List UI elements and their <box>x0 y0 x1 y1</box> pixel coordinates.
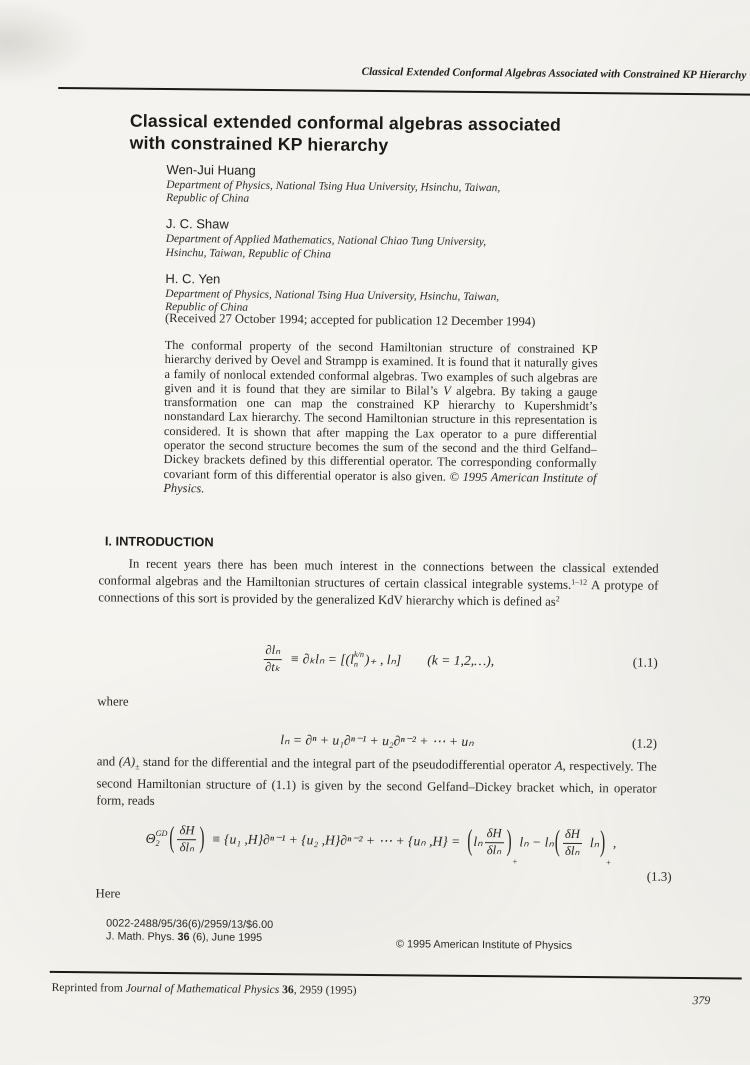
author-affiliation: Department of Applied Mathematics, National Chiao Tung University, <box>165 233 487 249</box>
intro-paragraph <box>98 555 658 611</box>
running-head: Classical Extended Conformal Algebras Associated with Constrained KP Hierarchy <box>361 65 747 82</box>
fraction <box>484 827 503 858</box>
frac-denominator: δlₙ <box>486 843 502 858</box>
author-block <box>166 162 636 210</box>
math-inline-sub: ± <box>135 762 140 772</box>
equation-1-1-math <box>261 643 494 676</box>
math-inline: A <box>554 758 563 773</box>
intro-text: A protype of connections of this sort is provided by the generalized KdV hierarchy which is defined as <box>98 577 659 609</box>
author-name: H. C. Yen <box>165 270 221 287</box>
abstract-italic-v: V <box>443 383 451 398</box>
reprint-citation: , 2959 (1995) <box>293 983 357 997</box>
fraction <box>177 824 196 855</box>
paper-title <box>130 110 630 159</box>
big-paren-right: ) <box>599 825 606 859</box>
frac-numerator: δH <box>563 827 582 843</box>
section-heading-introduction: I. INTRODUCTION <box>104 533 214 550</box>
theta-symbol: Θ <box>145 830 156 846</box>
stack-sup: k/n <box>353 650 364 660</box>
footer-issn-block <box>106 917 273 945</box>
math-text: ≡ ∂ₖlₙ = [(l <box>290 651 354 667</box>
math-text: lₙ − lₙ <box>519 834 554 850</box>
reprint-text: Reprinted from <box>51 980 126 995</box>
journal-issue: (6), June 1995 <box>189 931 263 944</box>
author-name: J. C. Shaw <box>165 216 229 232</box>
journal-volume: 36 <box>177 931 190 944</box>
frac-numerator: δH <box>485 827 504 843</box>
big-paren-left: ( <box>554 824 561 859</box>
author-affiliation: Department of Physics, National Tsing Hua University, Hsinchu, Taiwan, <box>165 287 500 303</box>
math-text: lₙ <box>473 833 483 849</box>
frac-numerator: δH <box>177 824 196 840</box>
equation-1-1 <box>98 633 658 686</box>
frac-denominator: δlₙ <box>179 840 195 855</box>
equation-1-3-math <box>145 821 617 868</box>
stack-sub: 2 <box>155 838 160 848</box>
operator-paragraph <box>96 753 657 814</box>
sup-sub-stack <box>155 829 167 849</box>
header-rule <box>58 87 750 96</box>
math-inline: (A) <box>118 754 136 769</box>
author-affiliation: Republic of China <box>165 300 249 314</box>
paper-title-line1: Classical extended conformal algebras associated <box>129 110 562 135</box>
equation-1-2-math <box>280 732 474 750</box>
stack-sup: GD <box>155 829 168 839</box>
fraction <box>263 643 282 674</box>
sup-sub-stack <box>354 650 364 670</box>
frac-numerator: ∂lₙ <box>263 643 282 659</box>
reprint-line <box>52 981 357 998</box>
body-text: and <box>96 754 119 769</box>
math-text: , <box>612 835 617 851</box>
page-number: 379 <box>692 993 711 1008</box>
big-paren-right: ) <box>199 821 205 855</box>
abstract-copyright: © 1995 American Institute of Physics. <box>163 469 597 496</box>
math-condition: (k = 1,2,…), <box>427 652 495 668</box>
stack-sub: n <box>353 659 358 669</box>
frac-denominator: ∂tₖ <box>264 659 281 675</box>
reprint-journal-name: Journal of Mathematical Physics <box>125 981 283 997</box>
received-line: (Received 27 October 1994; accepted for publication 12 December 1994) <box>164 310 536 329</box>
author-list <box>165 162 636 319</box>
author-affiliation: Republic of China <box>166 192 250 205</box>
math-text: lₙ <box>589 834 600 851</box>
math-text: )₊ , lₙ] <box>364 651 402 668</box>
reference-superscript: 2 <box>555 593 560 604</box>
intro-text: In recent years there has been much interest in the connections between the classical extended conformal algebras and the Hamiltonian structures of certain classical integrable systems. <box>98 556 659 592</box>
body-text: , respectively. The second Hamiltonian structure of (1.1) is given by the second Gelfand–Dickey bracket which, in operator form, reads <box>96 758 657 809</box>
journal-issue-line <box>106 930 273 945</box>
abstract-text: algebra. By taking a gauge transformation one can map the constrained KP hierarchy to Kupershmidt’s nonstandard Lax hierarchy. The second Hamiltonian structure in this representation is considered. It is shown that after mapping the Lax operator to a pure differential operator the second structure becomes the sum of the second and the third Gelfand–Dickey brackets defined by this differential operator. The corresponding conformally covariant form of this differential operator is also given. <box>163 383 598 484</box>
equation-label-1-3: (1.3) <box>646 868 672 884</box>
reprint-volume: 36 <box>282 983 294 997</box>
reference-superscript: 1–12 <box>571 577 588 587</box>
frac-denominator: δlₙ <box>565 843 580 858</box>
copyright-line: © 1995 American Institute of Physics <box>395 938 573 952</box>
abstract <box>163 338 597 499</box>
where-text: where <box>97 694 129 709</box>
math-text: ≡ {u₁ ,H}∂ⁿ⁻¹ + {u₂ ,H}∂ⁿ⁻² + ⋯ + {uₙ ,H} = <box>211 831 461 849</box>
abstract-text: The conformal property of the second Hamiltonian structure of constrained KP hierarchy derived by Oevel and Strampp is examined. It is found that it naturally gives a family of nonlocal extended conformal algebras. Two examples of such algebras are given and it is found that they are similar to Bilal’s <box>164 337 598 398</box>
fraction <box>563 827 582 858</box>
equation-label-1-1: (1.1) <box>632 654 658 670</box>
big-paren-left: ( <box>467 824 473 858</box>
author-affiliation: Hsinchu, Taiwan, Republic of China <box>165 246 332 261</box>
here-text: Here <box>95 886 121 901</box>
equation-1-3 <box>82 807 681 884</box>
big-paren-right: ) <box>506 824 512 858</box>
footer-rule <box>50 971 742 980</box>
equation-label-1-2: (1.2) <box>631 735 658 751</box>
author-affiliation: Department of Physics, National Tsing Hua University, Hsinchu, Taiwan, <box>166 178 501 195</box>
body-text: stand for the differential and the integral part of the pseudodifferential operator <box>139 754 555 773</box>
journal-abbrev: J. Math. Phys. <box>106 930 178 944</box>
paren-subscript: + <box>512 856 518 867</box>
big-paren-left: ( <box>169 821 175 855</box>
issn-code: 0022-2488/95/36(6)/2959/13/$6.00 <box>106 917 274 932</box>
math-text: lₙ = ∂ⁿ + u₁∂ⁿ⁻¹ + u₂∂ⁿ⁻² + ⋯ + uₙ <box>280 731 474 749</box>
author-block <box>166 216 636 264</box>
paper-title-line2: with constrained KP hierarchy <box>129 132 389 156</box>
paren-subscript: + <box>605 857 611 868</box>
author-name: Wen-Jui Huang <box>166 161 256 178</box>
